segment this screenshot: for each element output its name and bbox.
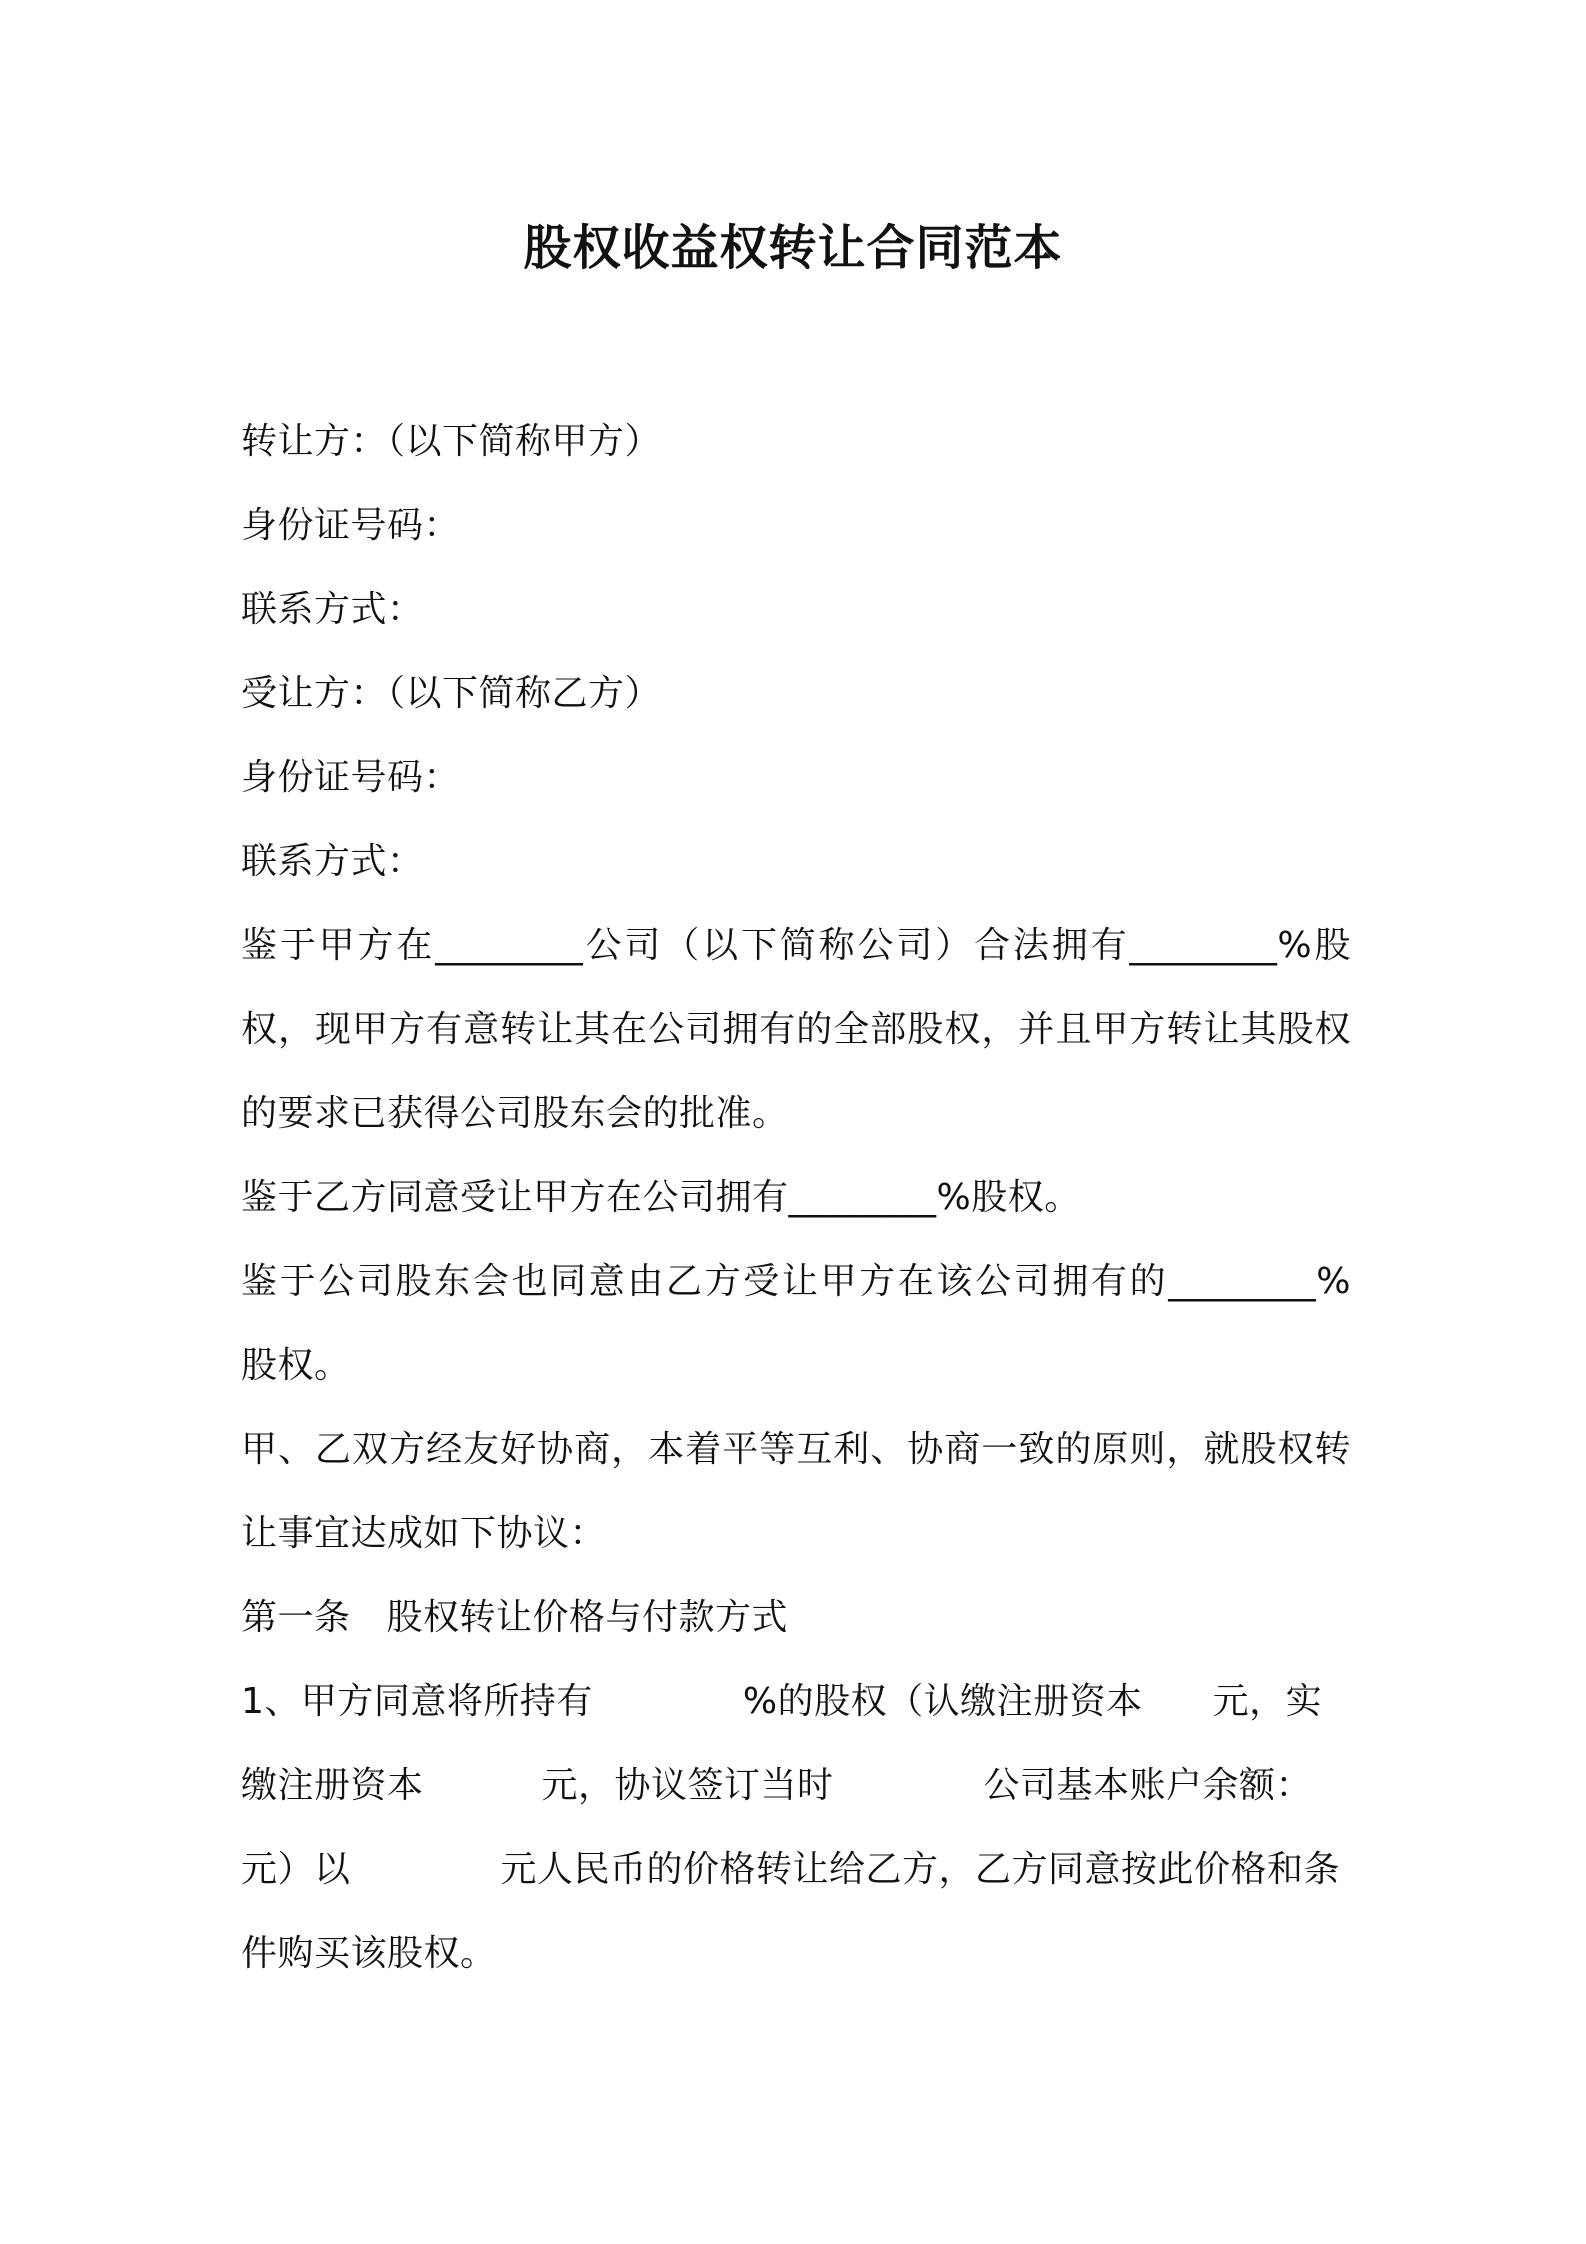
transferee-contact-label: 联系方式： xyxy=(241,841,424,882)
clause1-line1 xyxy=(241,1660,1351,1744)
document-body xyxy=(241,400,1351,1996)
transferee-id-label: 身份证号码： xyxy=(241,757,461,798)
transferee-label: 受让方：（以下简称乙方） xyxy=(241,673,662,714)
article1-number: 第一条 xyxy=(241,1597,351,1638)
whereas1-line2: 权，现甲方有意转让其在公司拥有的全部股权，并且甲方转让其股权 xyxy=(241,1009,1351,1050)
clause1-line4: 件购买该股权。 xyxy=(241,1933,497,1974)
whereas1-line1: 鉴于甲方在________公司（以下简称公司）合法拥有________%股 xyxy=(241,925,1351,966)
agreement-line1: 甲、乙双方经友好协商，本着平等互利、协商一致的原则，就股权转 xyxy=(241,1429,1351,1470)
transferor-label: 转让方：（以下简称甲方） xyxy=(241,421,662,462)
clause1-line3-part-a: 元）以 xyxy=(241,1849,351,1890)
whereas2: 鉴于乙方同意受让甲方在公司拥有________%股权。 xyxy=(241,1177,1081,1218)
clause1-line1-part-a: 1、甲方同意将所持有 xyxy=(241,1681,593,1722)
whereas3-line1: 鉴于公司股东会也同意由乙方受让甲方在该公司拥有的________% xyxy=(241,1261,1351,1302)
clause1-line3-part-b: 元人民币的价格转让给乙方，乙方同意按此价格和条 xyxy=(500,1849,1341,1890)
article1-heading-line xyxy=(241,1576,1351,1660)
whereas1-line3: 的要求已获得公司股东会的批准。 xyxy=(241,1093,789,1134)
transferor-contact-label: 联系方式： xyxy=(241,589,424,630)
clause1-line3 xyxy=(241,1828,1351,1912)
clause1-line2 xyxy=(241,1744,1351,1828)
clause1-line1-part-b: %的股权（认缴注册资本 xyxy=(742,1681,1143,1722)
article1-heading: 股权转让价格与付款方式 xyxy=(386,1597,789,1638)
clause1-line1-part-c: 元，实 xyxy=(1212,1681,1323,1722)
clause1-line2-part-c: 公司基本账户余额： xyxy=(983,1765,1313,1806)
transferor-id-label: 身份证号码： xyxy=(241,505,461,546)
clause1-line2-part-b: 元，协议签订当时 xyxy=(541,1765,834,1806)
whereas3-line2: 股权。 xyxy=(241,1345,351,1386)
clause1-line2-part-a: 缴注册资本 xyxy=(241,1765,424,1806)
document-title: 股权收益权转让合同范本 xyxy=(523,220,1063,276)
agreement-line2: 让事宜达成如下协议： xyxy=(241,1513,607,1554)
